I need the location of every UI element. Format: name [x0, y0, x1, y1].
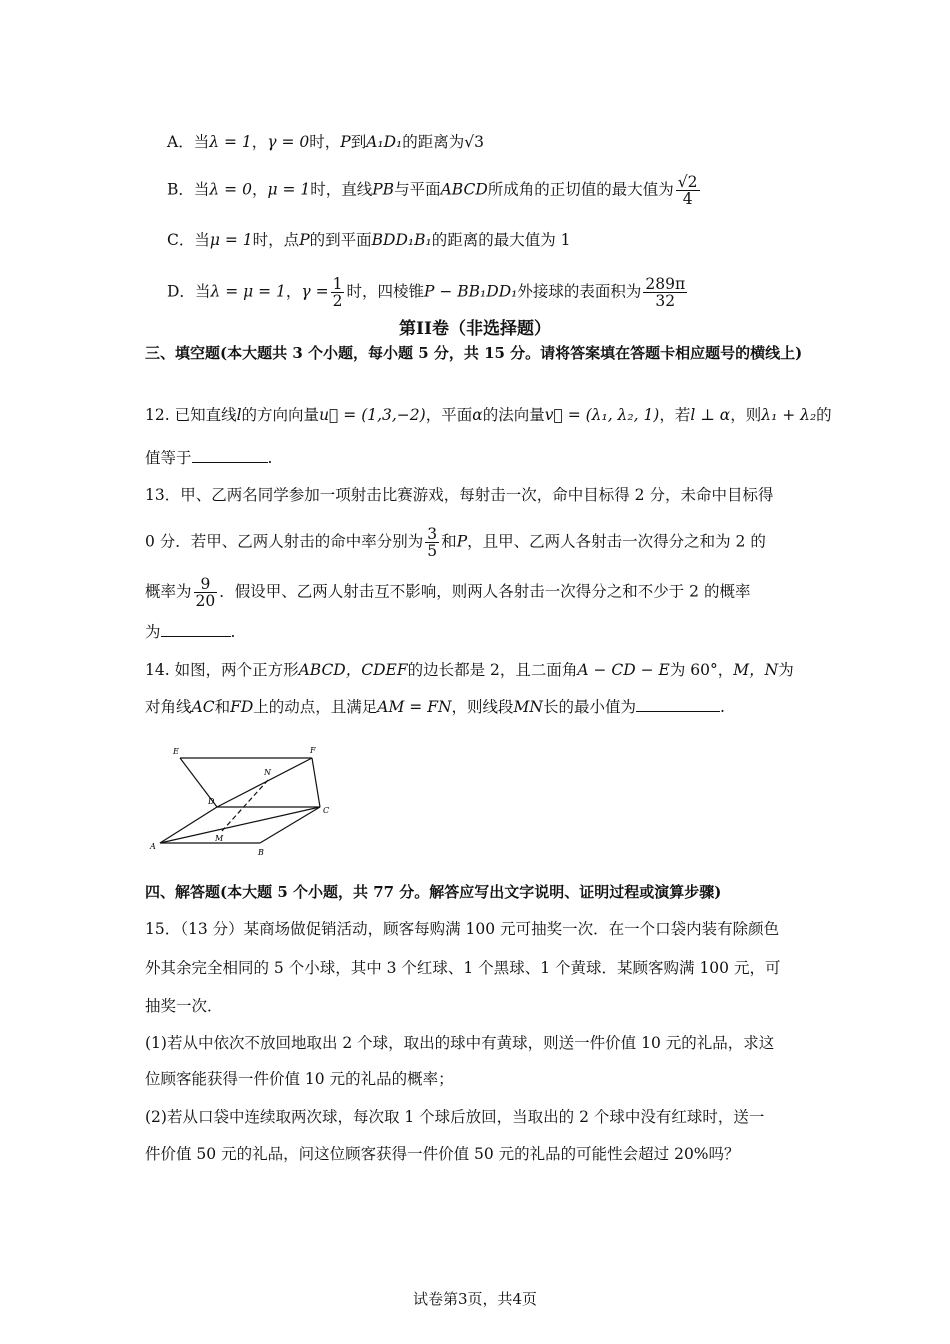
- text: 到: [350, 133, 367, 151]
- numerator: 9: [194, 576, 218, 593]
- math: AC: [191, 698, 215, 716]
- denominator: 20: [195, 592, 216, 610]
- answer-blank[interactable]: [192, 446, 268, 463]
- text: 的方向向量: [241, 406, 320, 424]
- question-13-line3: [145, 576, 810, 609]
- math: λ = 0: [209, 180, 252, 199]
- text: 12. 已知直线: [145, 406, 237, 424]
- section-title: 第II卷（非选择题）: [399, 319, 551, 339]
- math: P: [456, 532, 468, 551]
- fraction: [643, 276, 687, 309]
- math: μ = 1: [209, 231, 253, 249]
- edge-fc: [312, 758, 320, 807]
- math: A₁D₁: [366, 133, 403, 151]
- label-a: A: [150, 842, 156, 851]
- text: 时，四棱锥: [346, 282, 424, 301]
- text: 0 分．若甲、乙两人射击的命中率分别为: [145, 532, 424, 551]
- option-letter: D．: [167, 282, 195, 301]
- text: .: [230, 623, 236, 641]
- text: 的到平面: [309, 231, 372, 249]
- question-15-part1-line1: (1)若从中依次不放回地取出 2 个球，取出的球中有黄球，则送一件价值 10 元的礼品，求这: [145, 1034, 775, 1052]
- text: 的距离为: [402, 133, 465, 151]
- label-m: M: [215, 834, 224, 843]
- part3-heading: 三、填空题(本大题共 3 个小题，每小题 5 分，共 15 分。请将答案填在答题卡相应题号的横线上): [145, 344, 803, 362]
- math: μ = 1: [267, 180, 311, 199]
- text: 所成角的正切值的最大值为: [487, 180, 674, 199]
- text: 时，: [309, 133, 341, 151]
- text: 值等于: [145, 449, 192, 467]
- text: 外接球的表面积为: [517, 282, 642, 301]
- question-15-part1-line2: 位顾客能获得一件价值 10 元的礼品的概率；: [145, 1070, 454, 1088]
- text: 与平面: [394, 180, 441, 199]
- label-b: B: [258, 848, 264, 857]
- math: v⃗ = (λ₁, λ₂, 1): [544, 406, 660, 424]
- page-footer: 试卷第3页，共4页: [412, 1290, 538, 1308]
- text: 为: [778, 661, 794, 679]
- question-13-line2: [145, 526, 810, 559]
- label-d: D: [208, 797, 215, 806]
- text: 长的最小值为: [542, 698, 636, 716]
- math: ABCD，CDEF: [298, 661, 408, 679]
- text: 当: [193, 180, 210, 199]
- math: P − BB₁DD₁: [424, 282, 518, 301]
- option-letter: C．: [167, 231, 195, 249]
- fraction: [331, 276, 345, 309]
- edge-bc: [260, 807, 320, 843]
- question-15-part2-line1: (2)若从口袋中连续取两次球，每次取 1 个球后放回，当取出的 2 个球中没有红球时，送一: [145, 1108, 765, 1126]
- math: ABCD: [440, 180, 488, 199]
- math: λ = μ = 1: [210, 282, 286, 301]
- text: ，: [285, 282, 302, 301]
- text: ，: [251, 133, 268, 151]
- diagonal-fd: [217, 758, 312, 807]
- numerator: 289π: [645, 275, 686, 293]
- numerator: 3: [427, 525, 438, 543]
- text: 为 60°，: [669, 661, 734, 679]
- option-a: [167, 130, 832, 154]
- question-12-line1: [145, 403, 832, 427]
- text: 时，点: [252, 231, 300, 249]
- math: u⃗ = (1,3,−2): [319, 406, 426, 424]
- question-15-part2-line2: 件价值 50 元的礼品，问这位顾客获得一件价值 50 元的礼品的可能性会超过 20%吗？: [145, 1145, 740, 1163]
- question-15-line1: 15．（13 分）某商场做促销活动，顾客每购满 100 元可抽奖一次．在一个口袋内装有除颜色: [145, 920, 780, 938]
- part4-heading: 四、解答题(本大题 5 个小题，共 77 分。解答应写出文字说明、证明过程或演算步骤): [145, 883, 722, 901]
- math: √3: [464, 133, 485, 151]
- math: M，N: [733, 661, 779, 679]
- numerator: √2: [677, 173, 698, 191]
- math: γ =: [301, 282, 329, 301]
- label-c: C: [323, 806, 330, 815]
- answer-blank[interactable]: [161, 620, 231, 637]
- option-c: [167, 228, 832, 252]
- math: γ = 0: [267, 133, 310, 151]
- edge-da: [160, 807, 217, 843]
- denominator: 5: [427, 542, 438, 560]
- question-14-line1: [145, 658, 810, 682]
- math: MN: [513, 698, 543, 716]
- math: l ⊥ α: [690, 406, 731, 424]
- text: 对角线: [145, 698, 192, 716]
- text: 时，直线: [310, 180, 373, 199]
- label-e: E: [173, 747, 179, 756]
- text: 为: [145, 623, 161, 641]
- text: 的: [816, 406, 832, 424]
- fraction: [425, 526, 439, 559]
- question-14-line2: [145, 695, 810, 719]
- text: 和: [214, 698, 231, 716]
- answer-blank[interactable]: [636, 695, 720, 712]
- math: P: [340, 133, 351, 151]
- option-b: [167, 174, 832, 207]
- denominator: 4: [682, 190, 693, 208]
- text: ，则: [730, 406, 762, 424]
- option-d: [167, 276, 832, 309]
- option-letter: B．: [167, 180, 194, 199]
- text: 的法向量: [482, 406, 545, 424]
- text: 当: [194, 231, 210, 249]
- question-15-line3: 抽奖一次．: [145, 997, 223, 1015]
- math: AM = FN: [377, 698, 452, 716]
- text: .: [720, 698, 725, 716]
- text: 上的动点，且满足: [253, 698, 378, 716]
- math: λ₁ + λ₂: [761, 406, 817, 424]
- label-n: N: [264, 768, 271, 777]
- text: ，: [251, 180, 268, 199]
- option-letter: A．: [167, 133, 194, 151]
- text: ，若: [659, 406, 691, 424]
- denominator: 2: [332, 292, 343, 310]
- text: 的边长都是 2，且二面角: [407, 661, 578, 679]
- math: BDD₁B₁: [371, 231, 432, 249]
- question-15-line2: 外其余完全相同的 5 个小球，其中 3 个红球、1 个黑球、1 个黄球．某顾客购满 100 元，可: [145, 959, 781, 977]
- text: 当: [194, 282, 211, 301]
- math: PB: [372, 180, 395, 199]
- text: 和: [441, 532, 457, 551]
- denominator: 32: [655, 292, 676, 310]
- math: A − CD − E: [577, 661, 670, 679]
- text: 14. 如图，两个正方形: [145, 661, 299, 679]
- text: ，则线段: [451, 698, 514, 716]
- text: .: [267, 449, 273, 467]
- math: l: [236, 406, 242, 424]
- diagonal-ac: [160, 807, 320, 843]
- math: FD: [230, 698, 254, 716]
- fraction: [676, 174, 700, 207]
- text: ，平面: [425, 406, 473, 424]
- label-f: F: [310, 746, 316, 755]
- math: P: [299, 231, 310, 249]
- math: λ = 1: [209, 133, 252, 151]
- text: 的距离的最大值为 1: [431, 231, 571, 249]
- fraction: [194, 576, 218, 609]
- question-12-line2: [145, 446, 810, 470]
- text: 概率为: [145, 582, 192, 601]
- math: α: [472, 406, 483, 424]
- text: ，且甲、乙两人各射击一次得分之和为 2 的: [467, 532, 766, 551]
- numerator: 1: [332, 275, 343, 293]
- text: 当: [193, 133, 210, 151]
- text: ．假设甲、乙两人射击互不影响，则两人各射击一次得分之和不少于 2 的概率: [219, 582, 751, 601]
- question-13-line4: [145, 620, 810, 644]
- geometry-figure: [140, 740, 340, 865]
- question-13-line1: 13．甲、乙两名同学参加一项射击比赛游戏，每射击一次，命中目标得 2 分，未命中目标得: [145, 486, 774, 504]
